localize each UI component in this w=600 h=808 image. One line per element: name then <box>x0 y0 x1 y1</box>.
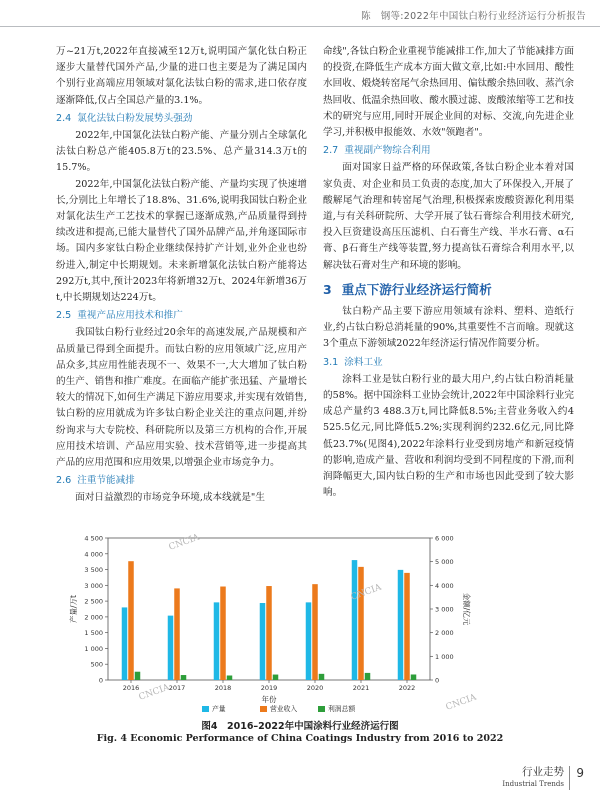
x-tick-label: 2016 <box>122 684 140 692</box>
paragraph: 我国钛白粉行业经过20余年的高速发展,产品规模和产品质量已得到全面提升。而钛白粉的应用领域广泛,应用产品众多,其应用性能表现不一、效果不一,大大增加了钛白粉的生产、销售和推广难度。在面临产能扩张迅猛、产量增长较大的情况下,如何生产满足下游应用要求,并实现有效销售,钛白粉的应用就成为许多钛白粉企业关注的重点问题,并纷纷询求与大专院校、科研院所以及第三方机构的合作,开展应用技术培训、产品应用实验、技术营销等,进一步提高其产品的应用范围和应用效果,以增强企业市场竞争力。 <box>56 327 307 469</box>
bar-profit <box>365 673 371 680</box>
paragraph: 面对日益激烈的市场竞争环境,成本线就是"生 <box>75 492 265 504</box>
y-left-tick-label: 3 500 <box>84 566 103 575</box>
bar-output <box>122 607 128 680</box>
watermark: CNCIA <box>167 532 201 553</box>
y-left-tick-label: 4 500 <box>84 534 103 543</box>
y-right-axis-title: 金额/亿元 <box>462 592 471 626</box>
legend-label: 利润总额 <box>328 705 356 713</box>
y-right-tick-label: 6 000 <box>435 534 454 543</box>
legend-label: 营业收入 <box>270 705 298 713</box>
bar-output <box>306 602 312 680</box>
section-title: 注重节能减排 <box>77 475 135 487</box>
y-right-tick-label: 2 000 <box>435 629 454 638</box>
y-right-tick-label: 5 000 <box>435 558 454 567</box>
y-right-tick-label: 3 000 <box>435 605 454 614</box>
left-column <box>56 44 307 507</box>
section-number: 2.5 <box>56 310 72 322</box>
section-title: 氯化法钛白粉发展势头强劲 <box>77 112 193 124</box>
y-left-tick-label: 3 000 <box>84 581 103 590</box>
section-title: 重视副产物综合利用 <box>344 145 431 157</box>
right-column <box>323 44 574 501</box>
paragraph: 面对国家日益严格的环保政策,各钛白粉企业本着对国家负责、对企业和员工负责的态度,加大了环保投入,开展了酸解尾气治理和转窑尾气治理,积极探索废酸资源化利用渠道,与有关科研院所、大学开展了钛石膏综合利用技术研究,投入巨资建设高压压滤机、白石膏生产线、半水石膏、α石膏、β石膏生产线等装置,努力提高钛石膏综合利用水平,以解决钛石膏对生产和环境的影响。 <box>323 162 574 271</box>
section-heading-3 <box>323 282 574 298</box>
paragraph: 命线",各钛白粉企业重视节能减排工作,加大了节能减排方面的投资,在降低生产成本方面大做文章,比如:中水回用、酸性水回收、煅烧转窑尾气余热回用、偏钛酸余热回收、蒸汽余热回收、低温余热回收、酸水膜过滤、废酸浓缩等工艺和技术的研究与应用,同时开展企业间的对标、交流,向先进企业学习,并积极申报能效、水效"领跑者"。 <box>323 46 574 139</box>
section-number: 3 <box>323 281 332 297</box>
paragraph: 涂料工业是钛白粉行业的最大用户,约占钛白粉消耗量的58%。据中国涂料工业协会统计,2022年中国涂料行业完成总产量约3 488.3万t,同比降低8.5%;主营业务收入约4 525.5亿元,同比降低5.2%;实现利润约232.6亿元,同比降低23.7%(见图4),2022年涂料行业受到房地产和新冠疫情的影响,造成产量、营收和利润均受到不同程度的下滑,而利润降幅更大,国内钛白粉的生产和市场也因此受到了较大影响。 <box>323 373 574 499</box>
section-number: 3.1 <box>323 356 339 368</box>
coatings-chart-svg <box>52 530 552 715</box>
section-title: 涂料工业 <box>344 356 383 368</box>
y-left-axis-title: 产量/万t <box>69 595 78 623</box>
x-tick-label: 2022 <box>398 684 416 692</box>
y-right-tick-label: 1 000 <box>435 652 454 661</box>
legend-swatch <box>318 706 325 712</box>
bar-output <box>168 616 174 680</box>
bar-output <box>260 603 266 680</box>
y-left-tick-label: 500 <box>90 660 103 669</box>
bar-revenue <box>220 587 226 680</box>
bar-profit <box>227 676 233 680</box>
section-heading-2-5 <box>56 308 307 324</box>
paragraph: 钛白粉产品主要下游应用领域有涂料、塑料、造纸行业,约占钛白粉总消耗量的90%,其重要性不言而喻。现就这3个重点下游领域2022年经济运行情况作简要分析。 <box>323 306 574 350</box>
bar-profit <box>135 672 141 680</box>
watermark: CNCIA <box>137 682 171 703</box>
section-number: 2.6 <box>56 475 72 487</box>
y-right-tick-label: 4 000 <box>435 581 454 590</box>
paragraph: 2022年,中国氯化法钛白粉产能、产量均实现了快速增长,分别比上年增长了18.8%、31.6%,说明我国钛白粉企业对氯化法生产工艺技术的掌握已逐渐成熟,产品质量得到持续改进和提高,已能大量替代了国外品牌产品,并角逐国际市场。国内多家钛白粉企业继续保持扩产计划,业外企业也纷纷进入,制定中长期规划。未来新增氯化法钛白粉产能将达292万t,其中,预计2023年将新增32万t、2024年新增36万t,中长期规划达224万t。 <box>56 178 307 304</box>
bar-profit <box>319 674 325 680</box>
bar-output <box>398 570 404 680</box>
footer-divider <box>569 766 570 790</box>
section-heading-2-7 <box>323 143 574 159</box>
section-title: 重点下游行业经济运行简析 <box>341 281 492 297</box>
section-number: 2.4 <box>56 112 72 124</box>
bar-revenue <box>358 567 364 680</box>
x-axis-title: 年份 <box>261 695 277 704</box>
legend-swatch <box>260 706 267 712</box>
bar-revenue <box>174 588 180 680</box>
bar-profit <box>181 675 187 680</box>
section-title: 重视产品应用技术和推广 <box>77 310 183 322</box>
bar-revenue <box>128 561 134 680</box>
footer-column-cn: 行业走势 <box>522 766 564 778</box>
figure-caption-cn: 图4 2016–2022年中国涂料行业经济运行图 <box>201 721 399 732</box>
y-left-tick-label: 1 500 <box>84 629 103 638</box>
section-heading-2-4 <box>56 111 307 127</box>
bar-revenue <box>404 573 410 680</box>
y-left-tick-label: 2 000 <box>84 613 103 622</box>
x-tick-label: 2019 <box>260 684 278 692</box>
legend-label: 产量 <box>212 705 226 713</box>
bar-profit <box>273 675 279 680</box>
x-tick-label: 2021 <box>352 684 370 692</box>
y-left-tick-label: 4 000 <box>84 550 103 559</box>
footer-column-label <box>474 764 564 788</box>
section-number: 2.7 <box>323 145 339 157</box>
bar-profit <box>411 674 417 680</box>
bar-revenue <box>312 584 318 680</box>
x-tick-label: 2017 <box>168 684 186 692</box>
watermark: CNCIA <box>349 582 383 603</box>
bar-output <box>352 560 358 680</box>
running-header <box>0 0 600 30</box>
running-title: 陈 钢等:2022年中国钛白粉行业经济运行分析报告 <box>361 11 586 22</box>
y-left-tick-label: 0 <box>98 676 103 685</box>
header-rule <box>0 26 600 27</box>
page-number: 9 <box>576 766 584 780</box>
figure-caption-en: Fig. 4 Economic Performance of China Coatings Industry from 2016 to 2022 <box>96 733 504 744</box>
paragraph: 2022年,中国氯化法钛白粉产能、产量分别占全球氯化法钛白粉总产能405.8万t的23.5%、总产量314.3万t的15.7%。 <box>56 130 307 174</box>
x-tick-label: 2020 <box>306 684 324 692</box>
y-right-tick-label: 0 <box>435 676 440 685</box>
x-tick-label: 2018 <box>214 684 232 692</box>
paragraph: 万~21万t,2022年直接减至12万t,说明国产氯化钛白粉正逐步大量替代国外产品,少量的进口也主要是为了满足国内个别行业高端应用领域对氯化法钛白粉的需求,进口依存度逐渐降低,仅占全国总产量的3.1%。 <box>56 46 307 106</box>
y-left-tick-label: 1 000 <box>84 644 103 653</box>
bar-revenue <box>266 586 272 680</box>
legend-swatch <box>202 706 209 712</box>
section-heading-2-6 <box>56 473 307 489</box>
watermark: CNCIA <box>444 692 478 713</box>
footer-column-en: Industrial Trends <box>502 780 564 788</box>
bar-output <box>214 602 220 680</box>
section-heading-3-1 <box>323 355 574 371</box>
coatings-chart <box>52 530 552 715</box>
y-left-tick-label: 2 500 <box>84 597 103 606</box>
